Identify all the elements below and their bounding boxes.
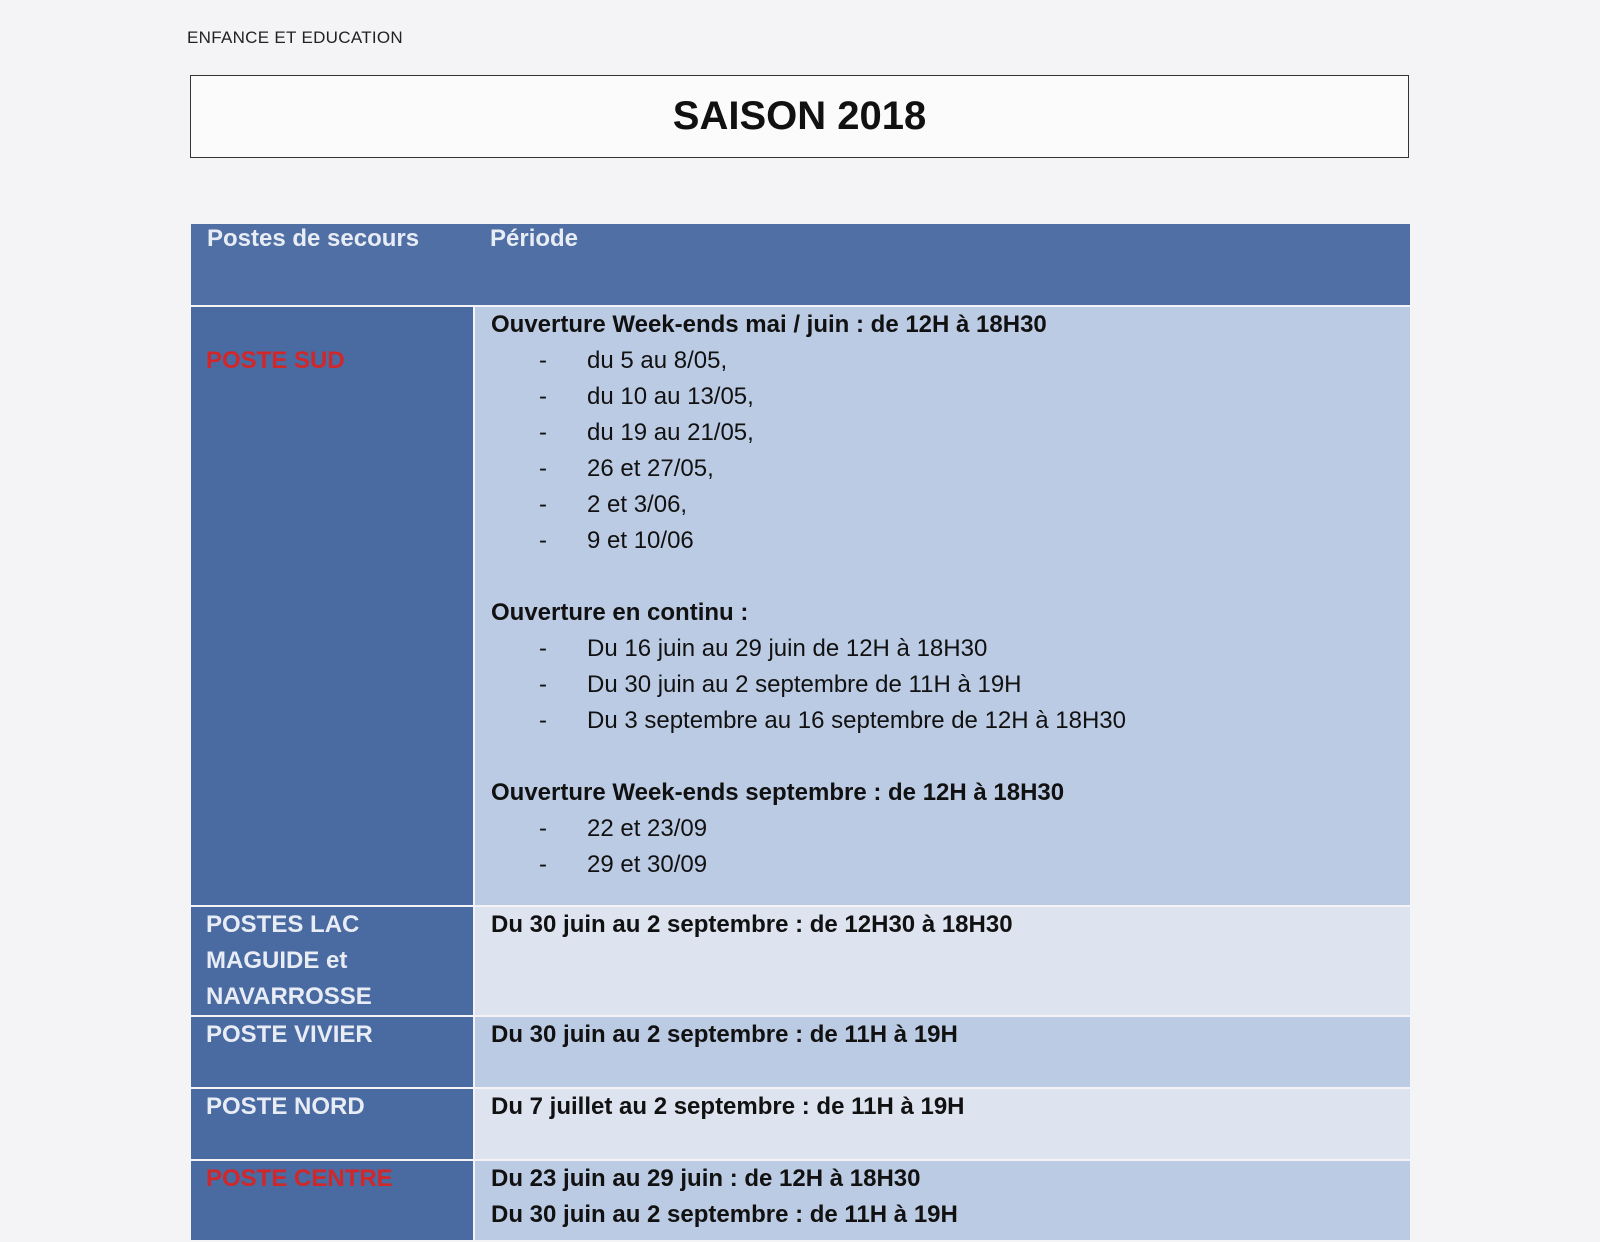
department-label: ENFANCE ET EDUCATION: [187, 28, 404, 47]
list-item: - Du 16 juin au 29 juin de 12H à 18H30: [491, 631, 1410, 667]
poste-nord-label: POSTE NORD: [191, 1088, 474, 1160]
list-item: - 22 et 23/09: [491, 811, 1410, 847]
title-box: [190, 75, 1409, 158]
list-item: - Du 3 septembre au 16 septembre de 12H à 18H30: [491, 703, 1410, 739]
table-row-poste-centre: [191, 1160, 1410, 1240]
column-header-postes: Postes de secours: [191, 224, 474, 306]
period-line: Du 30 juin au 2 septembre : de 11H à 19H: [491, 1201, 958, 1228]
list-item: - 2 et 3/06,: [491, 487, 1410, 523]
schedule-table: [191, 224, 1410, 1240]
section-heading: Ouverture Week-ends septembre : de 12H à 18H30: [491, 779, 1065, 806]
column-header-periode: Période: [474, 224, 1410, 306]
date-list: [491, 631, 1410, 739]
table-row-poste-vivier: [191, 1016, 1410, 1088]
poste-sud-periode: [474, 306, 1410, 906]
list-item: - du 5 au 8/05,: [491, 343, 1410, 379]
date-list: [491, 343, 1410, 559]
table-row-postes-lac: [191, 906, 1410, 1016]
postes-lac-periode: Du 30 juin au 2 septembre : de 12H30 à 18H30: [474, 906, 1410, 1016]
list-item: - Du 30 juin au 2 septembre de 11H à 19H: [491, 667, 1410, 703]
list-item: - du 19 au 21/05,: [491, 415, 1410, 451]
poste-vivier-label: POSTE VIVIER: [191, 1016, 474, 1088]
poste-vivier-periode: Du 30 juin au 2 septembre : de 11H à 19H: [474, 1016, 1410, 1088]
table-header-row: [191, 224, 1410, 306]
date-list: [491, 811, 1410, 883]
poste-centre-label: POSTE CENTRE: [191, 1160, 474, 1240]
poste-sud-label: POSTE SUD: [191, 306, 474, 906]
section-heading: Ouverture en continu :: [491, 599, 749, 626]
list-item: - 26 et 27/05,: [491, 451, 1410, 487]
postes-lac-label: POSTES LAC MAGUIDE et NAVARROSSE: [191, 906, 474, 1016]
section-heading: Ouverture Week-ends mai / juin : de 12H à 18H30: [491, 311, 1047, 338]
page-title: SAISON 2018: [672, 94, 927, 138]
list-item: - 29 et 30/09: [491, 847, 1410, 883]
poste-nord-periode: Du 7 juillet au 2 septembre : de 11H à 19H: [474, 1088, 1410, 1160]
period-line: Du 23 juin au 29 juin : de 12H à 18H30: [491, 1165, 921, 1192]
table-row-poste-nord: [191, 1088, 1410, 1160]
list-item: - 9 et 10/06: [491, 523, 1410, 559]
poste-centre-periode: [474, 1160, 1410, 1240]
table-row-poste-sud: [191, 306, 1410, 906]
list-item: - du 10 au 13/05,: [491, 379, 1410, 415]
